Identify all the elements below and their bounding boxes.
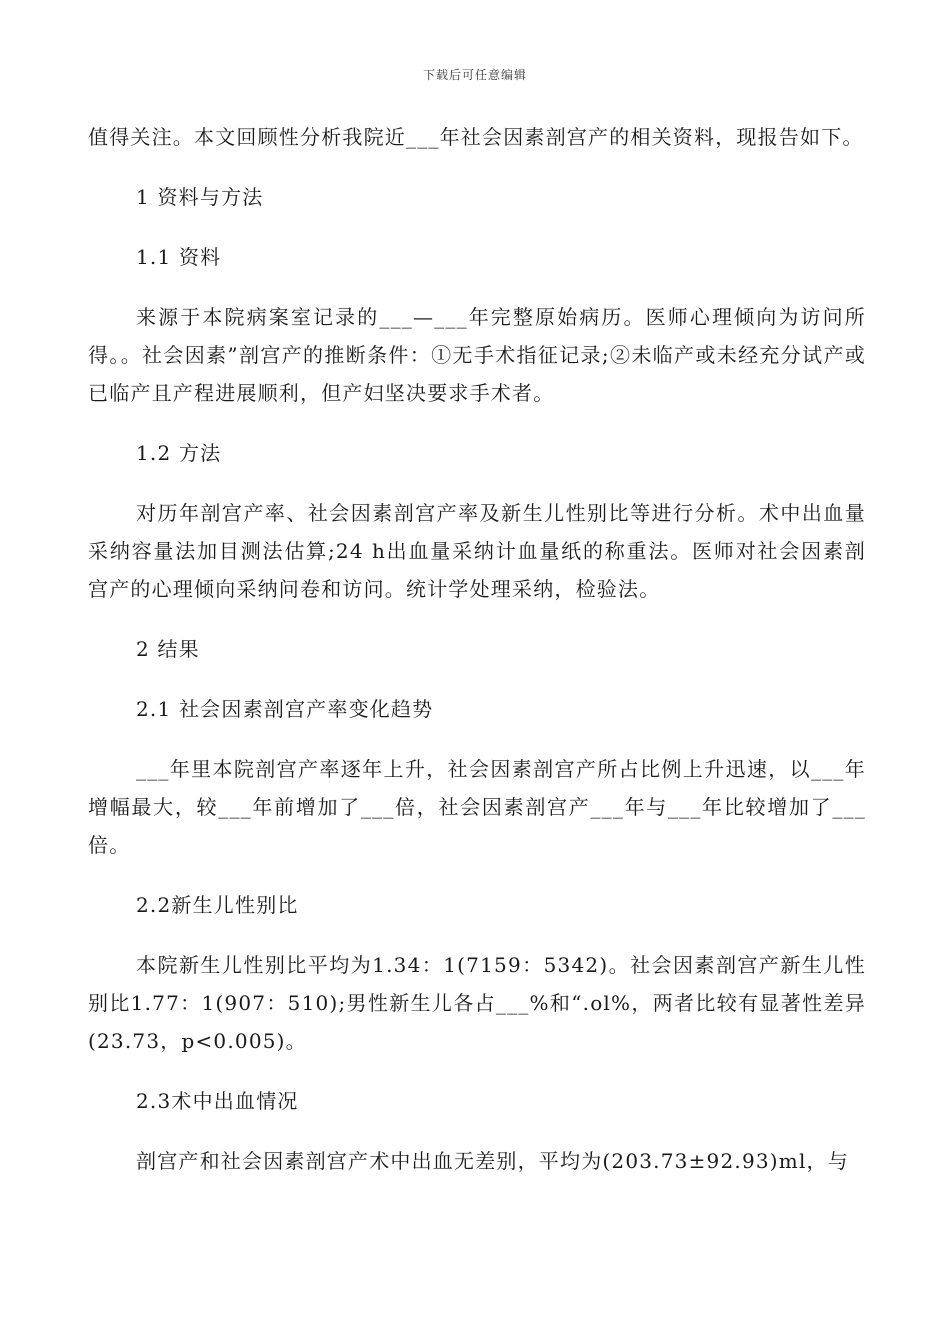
document-body (88, 118, 866, 1202)
paragraph: 剖宫产和社会因素剖宫产术中出血无差别，平均为(203.73±92.93)ml，与 (136, 1149, 849, 1173)
subsection-heading: 1.1 资料 (136, 245, 222, 269)
page-header: 下载后可任意编辑 (422, 68, 527, 82)
paragraph: 来源于本院病案室记录的___—___年完整原始病历。医师心理倾向为访问所得。。社会因素”剖宫产的推断条件：①无手术指征记录;②未临产或未经充分试产或已临产且产程进展顺利，但产妇坚决要求手术者。 (88, 305, 866, 405)
paragraph: 值得关注。本文回顾性分析我院近___年社会因素剖宫产的相关资料，现报告如下。 (88, 125, 864, 149)
paragraph: ___年里本院剖宫产率逐年上升，社会因素剖宫产所占比例上升迅速，以___年增幅最大，较___年前增加了___倍，社会因素剖宫产___年与___年比较增加了___倍。 (88, 757, 866, 857)
section-heading: 2 结果 (136, 637, 200, 661)
paragraph: 本院新生儿性别比平均为1.34：1(7159：5342)。社会因素剖宫产新生儿性别比1.77：1(907：510);男性新生儿各占___%和“.ol%，两者比较有显著性差异(23.73，p<0.005)。 (88, 953, 866, 1053)
subsection-heading: 2.3术中出血情况 (136, 1089, 299, 1113)
section-heading: 1 资料与方法 (136, 185, 264, 209)
subsection-heading: 1.2 方法 (136, 441, 222, 465)
subsection-heading: 2.2新生儿性别比 (136, 893, 299, 917)
paragraph: 对历年剖宫产率、社会因素剖宫产率及新生儿性别比等进行分析。术中出血量采纳容量法加目测法估算;24 h出血量采纳计血量纸的称重法。医师对社会因素剖宫产的心理倾向采纳问卷和访问。统计学处理采纳，检验法。 (88, 501, 866, 601)
subsection-heading: 2.1 社会因素剖宫产率变化趋势 (136, 697, 434, 721)
